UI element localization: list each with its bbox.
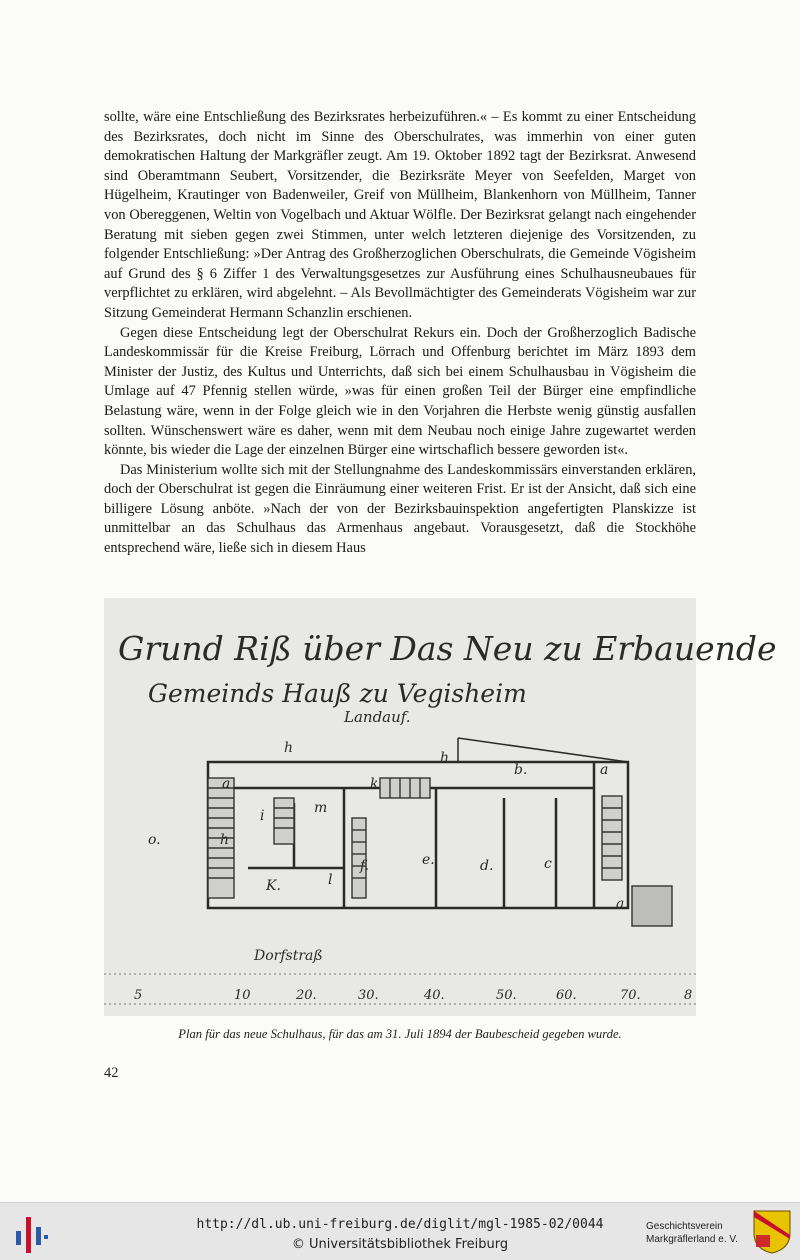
paragraph-2: Gegen diese Entscheidung legt der Oberschulrat Rekurs ein. Doch der Großherzoglich Badische Landeskommissär für die Kreise Freiburg, Lörrach und Offenburg berichtet im März 1893 dem Minister der Justiz, des Kultus und Unterrichts, daß sich bei einem Schulhausbau in Vögisheim die Umlage auf 47 Pfennig stellen würde, »was für einen großen Teil der Bürger eine empfindliche Belastung wäre, wenn in der Folge gleich wie in den Vorjahren die Herbste wenig günstig ausfallen sollten. Wünschenswert wäre es daher, wenn mit dem Neubau noch einige Jahre zugewartet werden könnte, bis wieder die Lage der einzelnen Bürger eine wirtschaflich bessere geworden ist«. bbox=[104, 324, 696, 459]
page-number: 42 bbox=[104, 1065, 119, 1081]
scale-label-5: 5 bbox=[134, 988, 143, 1003]
scale-label-10: 10 bbox=[234, 988, 251, 1003]
room-label-m: m bbox=[314, 800, 328, 816]
scale-label-60: 60. bbox=[556, 988, 577, 1003]
room-label-a-bottom: a bbox=[616, 896, 625, 912]
scale-label-8: 8 bbox=[684, 988, 693, 1003]
room-label-l: l bbox=[328, 872, 333, 888]
permalink-url[interactable]: http://dl.ub.uni-freiburg.de/diglit/mgl-1985-02/0044 bbox=[196, 1217, 604, 1232]
floor-plan-figure bbox=[104, 598, 777, 1016]
room-label-f: f. bbox=[360, 858, 370, 874]
room-label-h-top: h bbox=[284, 740, 294, 756]
room-label-a-left: a bbox=[222, 776, 231, 792]
room-label-b: b. bbox=[514, 762, 528, 778]
scale-label-70: 70. bbox=[620, 988, 641, 1003]
viewer-footer bbox=[0, 1202, 800, 1260]
society-name-line-1: Geschichtsverein bbox=[646, 1221, 723, 1232]
room-label-d: d. bbox=[480, 858, 494, 874]
room-label-K: K. bbox=[266, 878, 281, 894]
figure-caption: Plan für das neue Schulhaus, für das am 31. Juli 1894 der Baubescheid gegeben wurde. bbox=[178, 1027, 622, 1041]
society-name bbox=[646, 1220, 750, 1246]
scale-label-40: 40. bbox=[424, 988, 445, 1003]
room-label-e: e. bbox=[422, 852, 435, 868]
floor-plan-drawing bbox=[104, 598, 777, 1016]
scale-label-20: 20. bbox=[296, 988, 317, 1003]
room-label-o: o. bbox=[148, 832, 161, 848]
room-label-a-top: a bbox=[600, 762, 609, 778]
scale-label-50: 50. bbox=[496, 988, 517, 1003]
paragraph-3: Das Ministerium wollte sich mit der Stellungnahme des Landeskommissärs einverstanden erklären, doch der Oberschulrat ist gegen die Einräumung einer weiteren Frist. Er ist der Ansicht, daß sich eine billigere Lösung anböte. »Nach der von der Bezirksbauinspektion angefertigten Planskizze ist unmittelbar an das Schulhaus das Armenhaus angebaut. Vorausgesetzt, daß die Stockhöhe entsprechend wäre, ließe sich in diesem Haus bbox=[104, 461, 696, 557]
copyright-text: © Universitätsbibliothek Freiburg bbox=[291, 1237, 509, 1252]
room-label-i: i bbox=[260, 808, 265, 824]
plan-title-line-1: Grund Riß über Das Neu zu Erbauende bbox=[118, 629, 777, 668]
body-text bbox=[104, 108, 696, 559]
society-name-line-2: Markgräflerland e. V. bbox=[646, 1234, 738, 1245]
street-label: Dorfstraß bbox=[254, 948, 323, 964]
library-logo-icon[interactable] bbox=[12, 1211, 52, 1255]
scale-label-30: 30. bbox=[358, 988, 379, 1003]
room-label-k: k bbox=[370, 776, 379, 792]
plan-title-line-3: Landauf. bbox=[344, 708, 411, 726]
room-label-c: c bbox=[544, 856, 552, 872]
room-label-h-left: h bbox=[220, 832, 230, 848]
coat-of-arms-icon[interactable] bbox=[752, 1209, 792, 1255]
plan-title-line-2: Gemeinds Hauß zu Vegisheim bbox=[148, 679, 527, 708]
paragraph-1: sollte, wäre eine Entschließung des Bezirksrates herbeizuführen.« – Es kommt zu einer Entscheidung des Bezirksrates, doch nicht im Sinne des Oberschulrates, was immerhin von einer guten demokratischen Haltung der Markgräfler zeugt. Am 19. Oktober 1892 tagt der Bezirksrat. Anwesend sind Oberamtmann Seubert, Vorsitzender, die Bezirksräte Meyer von Seefelden, Marget von Hügelheim, Krautinger von Badenweiler, Greif von Müllheim, Blankenhorn von Müllheim, Tanner von Obereggenen, Weltin von Vogelbach und Aktuar Wölfle. Der Bezirksrat gelangt nach eingehender Beratung mit sieben gegen zwei Stimmen, unter welch letzteren diejenige des Vorsitzenden, zu folgender Entschließung: »Der Antrag des Großherzoglichen Oberschulrats, die Gemeinde Vögisheim auf Grund des § 6 Ziffer 1 des Verwaltungsgesetzes zur Ausführung eines Schulhausneubaues für verpflichtet zu erklären, wird abgelehnt. – Als Bevollmächtigter des Gemeinderats Vögisheim war zur Sitzung Gemeinderat Hermann Schanzlin erschienen. bbox=[104, 109, 696, 321]
room-label-h-right: h bbox=[440, 750, 450, 766]
